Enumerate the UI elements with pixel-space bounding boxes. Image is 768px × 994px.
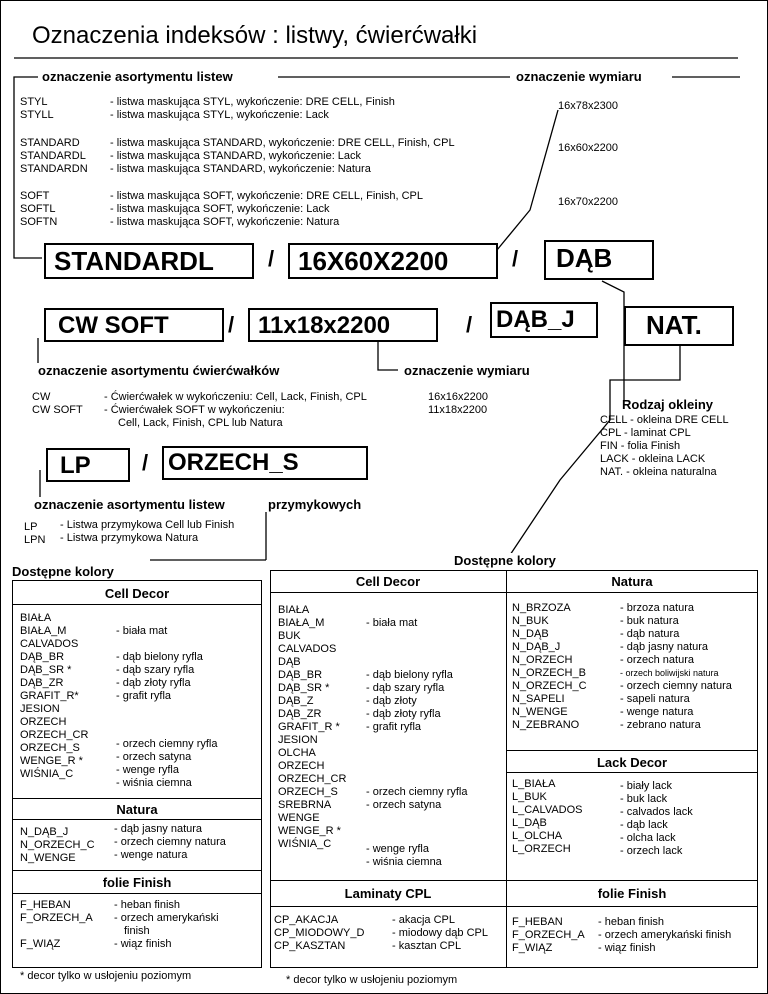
listwy-group-2-dim: 16x60x2200 <box>558 142 618 154</box>
divider <box>12 798 262 799</box>
right-cell-descs-4 <box>366 843 442 869</box>
code: BIAŁA_M <box>278 617 325 629</box>
right-cell-descs-2 <box>366 669 453 734</box>
desc: - listwa maskująca STANDARD, wykończenie: Natura <box>110 163 371 175</box>
code: BIAŁA <box>20 612 52 624</box>
dim: 11x18x2200 <box>428 404 488 416</box>
code: N_WENGE <box>512 706 568 718</box>
right-lack-codes <box>512 778 583 856</box>
code: DĄB_ZR <box>278 708 322 720</box>
code: N_ZEBRANO <box>512 719 580 731</box>
code: L_BIAŁA <box>512 778 556 790</box>
desc: - dąb bielony ryfla <box>116 651 203 663</box>
desc: - orzech ciemny natura <box>114 836 226 848</box>
code: N_DĄB_J <box>20 826 69 838</box>
code: LP <box>24 521 38 533</box>
listwy-group-2-descs <box>110 137 455 176</box>
lp-codes <box>24 521 45 547</box>
desc: - zebrano natura <box>620 719 701 731</box>
listwy-group-3-codes <box>20 190 57 229</box>
slash: / <box>268 246 275 271</box>
desc: - orzech amerykański finish <box>598 929 732 941</box>
right-lack-title: Lack Decor <box>596 755 668 770</box>
right-cell-codes <box>278 604 346 851</box>
right-cpl-codes <box>274 914 364 953</box>
code: F_WIĄZ <box>20 938 61 950</box>
code: ORZECH_S <box>278 786 338 798</box>
desc: - wenge ryfla <box>116 764 179 776</box>
desc: - dąb natura <box>620 628 680 640</box>
okleina-item: LACK - okleina LACK <box>600 453 706 465</box>
divider <box>12 604 262 605</box>
code: SOFTL <box>20 203 56 215</box>
code: DĄB <box>278 656 301 668</box>
desc: - listwa maskująca STANDARD, wykończenie: Lack <box>110 150 362 162</box>
left-finish-descs <box>114 899 219 951</box>
right-colors-heading: Dostępne kolory <box>450 553 560 568</box>
code: WENGE_R * <box>20 755 83 767</box>
right-natura-codes <box>512 602 587 732</box>
desc: - heban finish <box>114 899 181 911</box>
desc: - listwa maskująca SOFT, wykończenie: Natura <box>110 216 340 228</box>
left-cell-desc-1: - biała mat <box>116 625 168 637</box>
code: OLCHA <box>278 747 316 759</box>
code: SOFTN <box>20 216 58 228</box>
cw-dim: 11x18x2200 <box>258 312 391 339</box>
divider <box>12 819 262 820</box>
right-finish-descs <box>598 916 731 955</box>
left-natura-title: Natura <box>116 802 158 817</box>
listwy-group-1-codes <box>20 96 54 122</box>
code: N_BUK <box>512 615 549 627</box>
left-cell-title: Cell Decor <box>104 586 170 601</box>
desc: - wiąz finish <box>598 942 656 954</box>
desc: - heban finish <box>598 916 665 928</box>
slash: / <box>228 312 235 337</box>
desc: - grafit ryfla <box>116 690 172 702</box>
cw-decor: DĄB_J <box>496 306 575 333</box>
code: BIAŁA <box>278 604 310 616</box>
desc: Cell, Lack, Finish, CPL lub Natura <box>118 417 283 429</box>
left-colors-heading: Dostępne kolory <box>8 564 118 579</box>
okleiny-list <box>600 414 729 479</box>
desc: - listwa maskująca STYL, wykończenie: DRE CELL, Finish <box>110 96 395 108</box>
code: STANDARD <box>20 137 80 149</box>
code: STANDARDN <box>20 163 88 175</box>
left-cell-descs-2 <box>116 651 203 703</box>
code: L_BUK <box>512 791 547 803</box>
divider <box>12 870 262 871</box>
desc: - listwa maskująca SOFT, wykończenie: Lack <box>110 203 330 215</box>
listwy-heading: oznaczenie asortymentu listew <box>38 69 237 84</box>
code: WENGE_R * <box>278 825 341 837</box>
left-finish-codes <box>20 899 93 951</box>
code: N_DĄB_J <box>512 641 561 653</box>
desc: - olcha lack <box>620 832 676 844</box>
desc: - miodowy dąb CPL <box>392 927 488 939</box>
right-lack-descs <box>620 780 693 858</box>
desc: - buk natura <box>620 615 679 627</box>
desc: - orzech lack <box>620 845 683 857</box>
right-natura-title: Natura <box>611 574 653 589</box>
code: L_ORZECH <box>512 843 571 855</box>
code: CP_KASZTAN <box>274 940 346 952</box>
dim: 16x16x2200 <box>428 391 488 403</box>
code: F_HEBAN <box>20 899 71 911</box>
code: DĄB_SR * <box>20 664 72 676</box>
code: ORZECH_CR <box>278 773 347 785</box>
desc: - dąb złoty ryfla <box>366 708 441 720</box>
code: N_ORZECH_C <box>512 680 587 692</box>
cw-code: CW SOFT <box>58 312 169 339</box>
example-decor: DĄB <box>556 243 613 273</box>
okleina-item: FIN - folia Finish <box>600 440 681 452</box>
code: DĄB_Z <box>278 695 314 707</box>
desc: - akacja CPL <box>392 914 455 926</box>
code: DĄB_ZR <box>20 677 64 689</box>
divider <box>506 772 758 773</box>
divider <box>270 592 506 593</box>
left-natura-descs <box>114 823 226 862</box>
code: BIAŁA_M <box>20 625 67 637</box>
code: N_BRZOZA <box>512 602 571 614</box>
desc: - listwa maskująca SOFT, wykończenie: DRE CELL, Finish, CPL <box>110 190 423 202</box>
desc: - dąb jasny natura <box>620 641 709 653</box>
code: N_ORZECH_B <box>512 667 586 679</box>
desc: - orzech ciemny natura <box>620 680 732 692</box>
cw-codes <box>32 391 83 417</box>
desc: - wenge natura <box>114 849 188 861</box>
right-finish-title: folie Finish <box>597 886 667 901</box>
desc: - dąb złoty <box>366 695 417 707</box>
code: F_HEBAN <box>512 916 563 928</box>
lp-descs <box>60 519 234 545</box>
listwy-group-1-descs <box>110 96 395 122</box>
code: SOFT <box>20 190 50 202</box>
lp-heading-a: oznaczenie asortymentu listew <box>30 497 229 512</box>
code: CW SOFT <box>32 404 83 416</box>
okleina-item: CPL - laminat CPL <box>600 427 691 439</box>
right-cell-desc-1: - biała mat <box>366 617 418 629</box>
desc: - dąb jasny natura <box>114 823 203 835</box>
desc: - orzech ciemny ryfla <box>116 738 218 750</box>
desc: - wiśnia ciemna <box>116 777 192 789</box>
listwy-group-3-dim: 16x70x2200 <box>558 196 618 208</box>
left-cell-codes <box>20 612 88 781</box>
divider <box>270 880 758 881</box>
desc: - brzoza natura <box>620 602 694 614</box>
okleina-item: NAT. - okleina naturalna <box>600 466 717 478</box>
code: JESION <box>278 734 318 746</box>
cw-dim-heading: oznaczenie wymiaru <box>400 363 534 378</box>
okleiny-heading: Rodzaj okleiny <box>622 397 714 412</box>
desc: - Ćwierćwałek w wykończeniu: Cell, Lack, Finish, CPL <box>104 391 367 403</box>
code: DĄB_SR * <box>278 682 330 694</box>
code: DĄB_BR <box>278 669 323 681</box>
desc: - orzech amerykański <box>114 912 219 924</box>
desc: - dąb szary ryfla <box>366 682 445 694</box>
desc: - Listwa przymykowa Natura <box>60 532 199 544</box>
code: BUK <box>278 630 301 642</box>
desc: - orzech boliwijski natura <box>620 668 719 678</box>
code: GRAFIT_R * <box>278 721 340 733</box>
slash: / <box>142 450 149 475</box>
lp-decor: ORZECH_S <box>168 449 299 476</box>
desc: - dąb złoty ryfla <box>116 677 191 689</box>
code: N_SAPELI <box>512 693 565 705</box>
example-code: STANDARDL <box>54 246 214 276</box>
listwy-dim-heading: oznaczenie wymiaru <box>512 69 646 84</box>
cw-descs <box>104 391 367 430</box>
desc: - biały lack <box>620 780 672 792</box>
desc: - orzech satyna <box>116 751 192 763</box>
listwy-group-3-descs <box>110 190 423 229</box>
desc: finish <box>124 925 150 937</box>
listwy-group-1-dim: 16x78x2300 <box>558 100 618 112</box>
divider <box>506 592 758 593</box>
right-cell-descs-3 <box>366 786 467 812</box>
code: N_ORZECH <box>512 654 573 666</box>
desc: - wiąz finish <box>114 938 172 950</box>
example-dim: 16X60X2200 <box>298 246 449 276</box>
code: STANDARDL <box>20 150 86 162</box>
desc: - calvados lack <box>620 806 693 818</box>
code: N_WENGE <box>20 852 76 864</box>
code: JESION <box>20 703 60 715</box>
desc: - grafit ryfla <box>366 721 422 733</box>
desc: - listwa maskująca STYL, wykończenie: Lack <box>110 109 329 121</box>
cw-heading: oznaczenie asortymentu ćwierćwałków <box>34 363 283 378</box>
right-cell-title: Cell Decor <box>355 574 421 589</box>
okleina-item: CELL - okleina DRE CELL <box>600 414 729 426</box>
code: STYLL <box>20 109 54 121</box>
lp-heading-b: przymykowych <box>264 497 365 512</box>
code: CW <box>32 391 51 403</box>
code: WENGE <box>278 812 320 824</box>
left-finish-title: folie Finish <box>102 875 172 890</box>
code: ORZECH_CR <box>20 729 89 741</box>
code: F_ORZECH_A <box>20 912 93 924</box>
desc: - Ćwierćwałek SOFT w wykończeniu: <box>104 404 285 416</box>
right-footnote: * decor tylko w usłojeniu poziomym <box>286 974 458 986</box>
code: SREBRNA <box>278 799 332 811</box>
code: CP_AKACJA <box>274 914 339 926</box>
desc: - kasztan CPL <box>392 940 462 952</box>
code: ORZECH <box>278 760 325 772</box>
cw-okleina: NAT. <box>646 310 702 340</box>
slash: / <box>466 312 473 337</box>
desc: - buk lack <box>620 793 668 805</box>
code: F_WIĄZ <box>512 942 553 954</box>
right-cpl-title: Laminaty CPL <box>344 886 432 901</box>
desc: - wenge natura <box>620 706 694 718</box>
divider <box>12 893 262 894</box>
divider <box>506 750 758 751</box>
left-cell-descs-3 <box>116 738 217 790</box>
desc: - orzech satyna <box>366 799 442 811</box>
desc: - dąb lack <box>620 819 668 831</box>
code: L_OLCHA <box>512 830 563 842</box>
code: N_ORZECH_C <box>20 839 95 851</box>
code: WIŚNIA_C <box>20 768 74 780</box>
code: ORZECH_S <box>20 742 80 754</box>
code: STYL <box>20 96 48 108</box>
code <box>20 925 93 938</box>
divider <box>270 906 758 907</box>
code: LPN <box>24 534 46 546</box>
desc: - dąb szary ryfla <box>116 664 195 676</box>
cw-dims <box>428 391 488 417</box>
code: F_ORZECH_A <box>512 929 585 941</box>
code: CALVADOS <box>278 643 337 655</box>
desc: - dąb bielony ryfla <box>366 669 453 681</box>
desc: - sapeli natura <box>620 693 690 705</box>
code: CP_MIODOWY_D <box>274 927 365 939</box>
code: L_CALVADOS <box>512 804 583 816</box>
code: N_DĄB <box>512 628 549 640</box>
desc: - wiśnia ciemna <box>366 856 442 868</box>
code: ORZECH <box>20 716 67 728</box>
code: DĄB_BR <box>20 651 65 663</box>
desc: - wenge ryfla <box>366 843 429 855</box>
desc: - orzech ciemny ryfla <box>366 786 468 798</box>
page-title: Oznaczenia indeksów : listwy, ćwierćwałki <box>32 22 478 49</box>
desc: - listwa maskująca STANDARD, wykończenie: DRE CELL, Finish, CPL <box>110 137 455 149</box>
right-natura-descs <box>620 602 732 732</box>
right-cpl-descs <box>392 914 488 953</box>
code: CALVADOS <box>20 638 79 650</box>
right-finish-codes <box>512 916 585 955</box>
desc: - Listwa przymykowa Cell lub Finish <box>60 519 235 531</box>
code: WIŚNIA_C <box>278 838 332 850</box>
code: L_DĄB <box>512 817 547 829</box>
lp-code: LP <box>60 452 91 479</box>
left-footnote: * decor tylko w usłojeniu poziomym <box>20 970 192 982</box>
code: GRAFIT_R* <box>20 690 79 702</box>
left-natura-codes <box>20 826 95 865</box>
desc: - orzech natura <box>620 654 694 666</box>
listwy-group-2-codes <box>20 137 88 176</box>
slash: / <box>512 246 519 271</box>
